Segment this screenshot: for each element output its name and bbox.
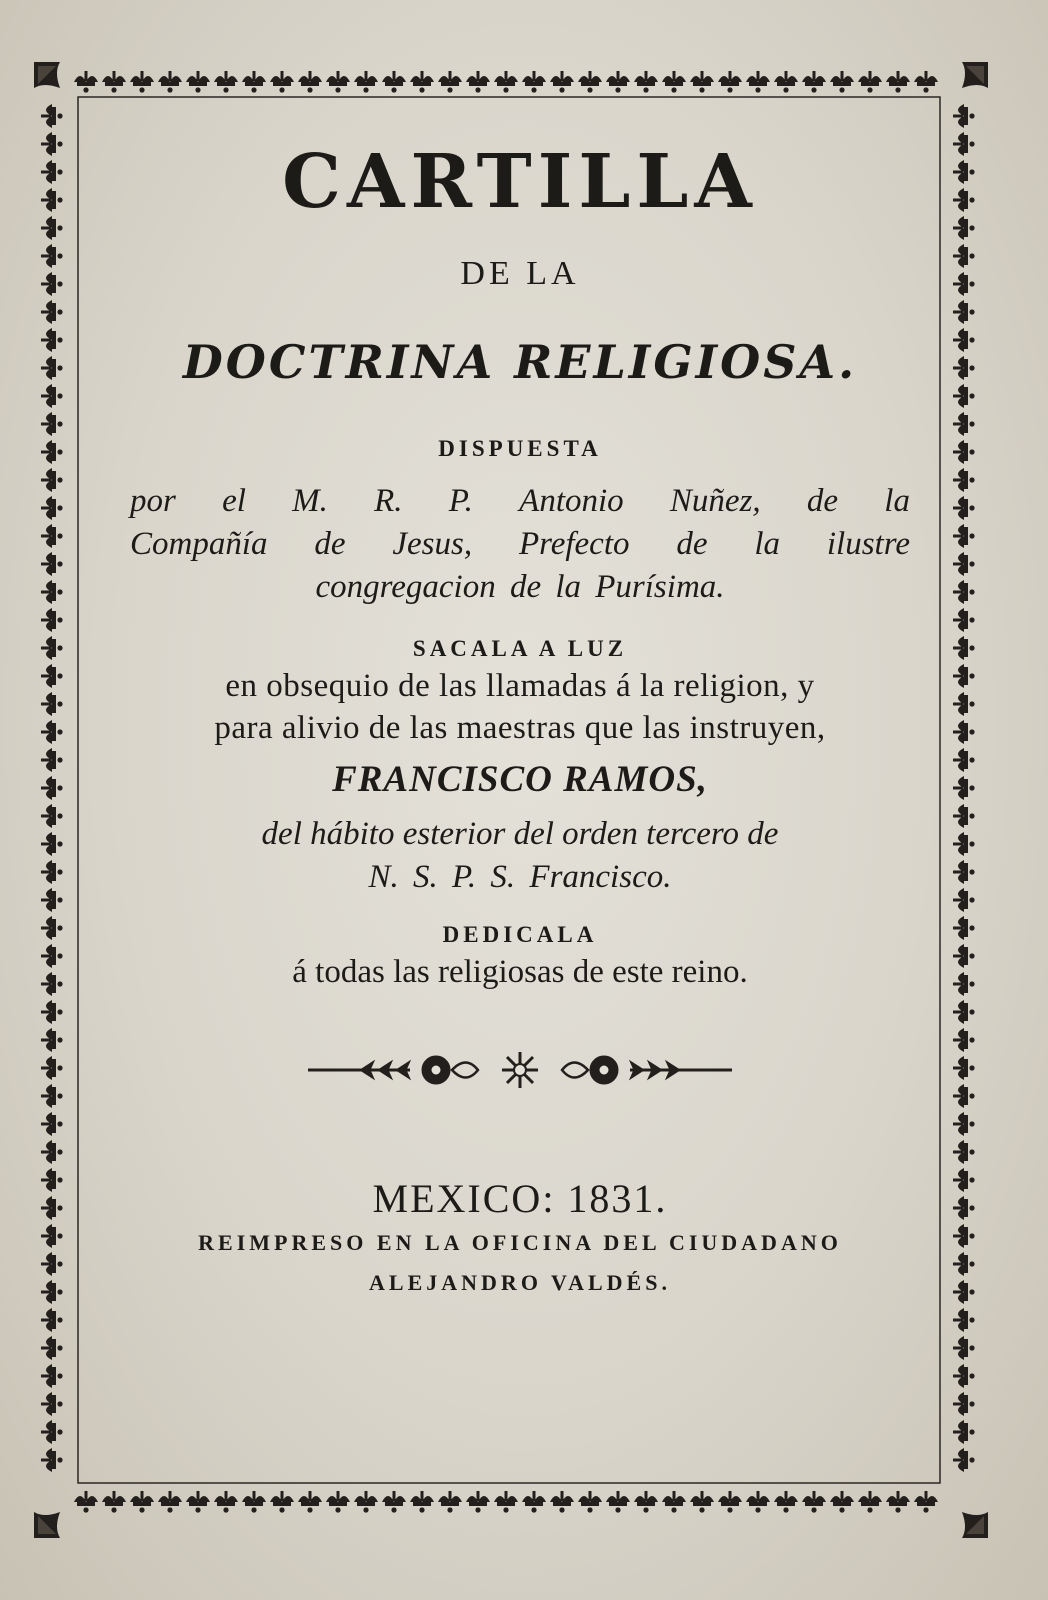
border-ornament-right <box>953 1392 975 1416</box>
border-ornament-top <box>466 71 490 93</box>
purpose-statement <box>100 665 940 749</box>
border-ornament-top <box>746 71 770 93</box>
border-ornament-left <box>41 524 63 548</box>
border-ornament-top <box>494 71 518 93</box>
border-ornament-bottom <box>494 1491 518 1513</box>
corner-ornament-bl <box>34 1512 60 1538</box>
border-ornament-right <box>953 468 975 492</box>
title-page-text <box>100 130 940 1303</box>
author-word: de <box>806 483 839 519</box>
border-ornament-right <box>953 1056 975 1080</box>
subtitle-main: DOCTRINA RELIGIOSA. <box>182 335 858 389</box>
author-word: el <box>222 483 246 519</box>
border-ornament-right <box>953 104 975 128</box>
border-ornament-left <box>41 552 63 576</box>
author-line-2 <box>130 523 910 566</box>
border-ornament-bottom <box>438 1491 462 1513</box>
border-ornament-bottom <box>298 1491 322 1513</box>
border-ornament-left <box>41 888 63 912</box>
border-ornament-top <box>354 71 378 93</box>
border-ornament-bottom <box>410 1491 434 1513</box>
border-ornament-right <box>953 636 975 660</box>
author-word: Jesus, <box>392 526 473 562</box>
border-ornament-left <box>41 580 63 604</box>
border-ornament-bottom <box>550 1491 574 1513</box>
border-ornament-left <box>41 216 63 240</box>
corner-ornament-tr <box>962 62 988 88</box>
dispuesta-label: DISPUESTA <box>438 436 602 461</box>
border-ornament-top <box>382 71 406 93</box>
border-ornament-left <box>41 692 63 716</box>
border-ornament-left <box>41 1364 63 1388</box>
border-ornament-top <box>410 71 434 93</box>
border-ornament-bottom <box>186 1491 210 1513</box>
border-ornament-right <box>953 1252 975 1276</box>
border-ornament-top <box>214 71 238 93</box>
sacala-label: SACALA A LUZ <box>412 636 628 661</box>
border-ornament-top <box>326 71 350 93</box>
border-ornament-right <box>953 384 975 408</box>
border-ornament-right <box>953 244 975 268</box>
border-ornament-left <box>41 1056 63 1080</box>
author-line-1 <box>130 480 910 523</box>
border-ornament-top <box>690 71 714 93</box>
border-ornament-bottom <box>270 1491 294 1513</box>
border-ornament-left <box>41 328 63 352</box>
border-ornament-left <box>41 496 63 520</box>
corner-ornament-br <box>962 1512 988 1538</box>
border-ornament-left <box>41 188 63 212</box>
border-ornament-bottom <box>886 1491 910 1513</box>
border-ornament-left <box>41 132 63 156</box>
border-ornament-left <box>41 636 63 660</box>
dedication-line: á todas las religiosas de este reino. <box>292 954 748 990</box>
border-ornament-right <box>953 1140 975 1164</box>
border-ornament-right <box>953 832 975 856</box>
border-ornament-bottom <box>578 1491 602 1513</box>
border-ornament-left <box>41 804 63 828</box>
border-ornament-right <box>953 1280 975 1304</box>
border-ornament-left <box>41 384 63 408</box>
border-ornament-left <box>41 1140 63 1164</box>
border-ornament-right <box>953 944 975 968</box>
editor-line-1: del hábito esterior del orden tercero de <box>261 816 779 852</box>
border-ornament-right <box>953 1112 975 1136</box>
border-ornament-left <box>41 1224 63 1248</box>
imprint-line-2: ALEJANDRO VALDÉS. <box>369 1270 671 1295</box>
book-title: CARTILLA <box>282 139 758 225</box>
border-ornament-left <box>41 664 63 688</box>
author-word: por <box>130 483 176 519</box>
border-ornament-left <box>41 1448 63 1472</box>
border-ornament-right <box>953 1336 975 1360</box>
border-ornament-left <box>41 1308 63 1332</box>
border-ornament-right <box>953 1028 975 1052</box>
border-ornament-top <box>186 71 210 93</box>
border-ornament-right <box>953 1196 975 1220</box>
border-ornament-left <box>41 1112 63 1136</box>
border-ornament-right <box>953 1224 975 1248</box>
border-ornament-top <box>830 71 854 93</box>
border-ornament-left <box>41 244 63 268</box>
author-word: de <box>314 526 346 562</box>
border-ornament-right <box>953 1364 975 1388</box>
border-ornament-top <box>270 71 294 93</box>
border-ornament-left <box>41 720 63 744</box>
border-ornament-left <box>41 832 63 856</box>
border-ornament-right <box>953 496 975 520</box>
border-ornament-bottom <box>690 1491 714 1513</box>
border-ornament-right <box>953 608 975 632</box>
border-ornament-left <box>41 356 63 380</box>
border-ornament-bottom <box>606 1491 630 1513</box>
border-ornament-right <box>953 328 975 352</box>
border-ornament-left <box>41 972 63 996</box>
border-ornament-right <box>953 272 975 296</box>
border-ornament-top <box>74 71 98 93</box>
border-ornament-right <box>953 356 975 380</box>
border-ornament-top <box>886 71 910 93</box>
border-ornament-bottom <box>718 1491 742 1513</box>
border-ornament-left <box>41 1420 63 1444</box>
border-ornament-bottom <box>858 1491 882 1513</box>
border-ornament-top <box>662 71 686 93</box>
border-ornament-right <box>953 888 975 912</box>
border-ornament-left <box>41 944 63 968</box>
border-ornament-right <box>953 524 975 548</box>
border-ornament-left <box>41 1168 63 1192</box>
border-ornament-top <box>298 71 322 93</box>
border-ornament-right <box>953 1448 975 1472</box>
border-ornament-left <box>41 104 63 128</box>
author-line-3: congregacion de la Purísima. <box>315 569 725 605</box>
border-ornament-left <box>41 608 63 632</box>
editor-description <box>100 813 940 899</box>
border-ornament-left <box>41 1084 63 1108</box>
border-ornament-bottom <box>326 1491 350 1513</box>
border-ornament-right <box>953 664 975 688</box>
border-ornament-left <box>41 916 63 940</box>
border-ornament-left <box>41 1196 63 1220</box>
purpose-line-1: en obsequio de las llamadas á la religion, y <box>225 668 815 704</box>
border-ornament-top <box>578 71 602 93</box>
border-ornament-bottom <box>634 1491 658 1513</box>
border-ornament-right <box>953 412 975 436</box>
dedicala-label: DEDICALA <box>442 922 598 947</box>
author-word: Antonio <box>519 483 624 519</box>
author-word: la <box>754 526 781 562</box>
border-ornament-right <box>953 1000 975 1024</box>
author-word: la <box>884 483 910 519</box>
border-ornament-left <box>41 412 63 436</box>
border-ornament-right <box>953 1168 975 1192</box>
border-ornament-bottom <box>662 1491 686 1513</box>
border-ornament-right <box>953 860 975 884</box>
place-and-year: MEXICO: 1831. <box>372 1176 668 1221</box>
border-ornament-right <box>953 216 975 240</box>
author-word: R. <box>374 483 403 519</box>
border-ornament-right <box>953 692 975 716</box>
purpose-line-2: para alivio de las maestras que las instruyen, <box>214 710 826 746</box>
author-word: ilustre <box>826 526 910 562</box>
border-ornament-top <box>858 71 882 93</box>
border-ornament-right <box>953 972 975 996</box>
border-ornament-top <box>522 71 546 93</box>
border-ornament-top <box>606 71 630 93</box>
border-ornament-left <box>41 1280 63 1304</box>
border-ornament-left <box>41 1028 63 1052</box>
border-ornament-right <box>953 580 975 604</box>
author-statement <box>100 480 940 609</box>
author-word: Compañía <box>130 526 268 562</box>
border-ornament-right <box>953 1084 975 1108</box>
border-ornament-top <box>242 71 266 93</box>
border-ornament-left <box>41 468 63 492</box>
border-ornament-bottom <box>130 1491 154 1513</box>
imprint-line-1: REIMPRESO EN LA OFICINA DEL CIUDADANO <box>198 1230 842 1255</box>
border-ornament-left <box>41 160 63 184</box>
border-ornament-bottom <box>802 1491 826 1513</box>
border-ornament-bottom <box>242 1491 266 1513</box>
author-word: M. <box>292 483 328 519</box>
border-ornament-right <box>953 132 975 156</box>
border-ornament-right <box>953 300 975 324</box>
border-ornament-left <box>41 1000 63 1024</box>
author-word: Prefecto <box>518 526 630 562</box>
border-ornament-left <box>41 272 63 296</box>
border-ornament-right <box>953 1308 975 1332</box>
author-word: P. <box>448 483 473 519</box>
editor-name: FRANCISCO RAMOS, <box>332 759 708 800</box>
border-ornament-bottom <box>774 1491 798 1513</box>
border-ornament-right <box>953 804 975 828</box>
border-ornament-right <box>953 776 975 800</box>
border-ornament-bottom <box>914 1491 938 1513</box>
border-ornament-left <box>41 1336 63 1360</box>
author-word: de <box>676 526 708 562</box>
border-ornament-top <box>158 71 182 93</box>
border-ornament-top <box>718 71 742 93</box>
border-ornament-right <box>953 160 975 184</box>
border-ornament-right <box>953 188 975 212</box>
border-ornament-bottom <box>746 1491 770 1513</box>
author-word: Nuñez, <box>669 483 761 519</box>
subtitle-de-la: DE LA <box>460 255 580 292</box>
border-ornament-left <box>41 748 63 772</box>
border-ornament-right <box>953 1420 975 1444</box>
border-ornament-bottom <box>830 1491 854 1513</box>
border-ornament-left <box>41 300 63 324</box>
border-ornament-bottom <box>158 1491 182 1513</box>
border-ornament-right <box>953 440 975 464</box>
border-ornament-left <box>41 440 63 464</box>
border-ornament-top <box>914 71 938 93</box>
fleuron-icon <box>300 1045 740 1095</box>
border-ornament-top <box>130 71 154 93</box>
border-ornament-right <box>953 720 975 744</box>
border-ornament-right <box>953 916 975 940</box>
border-ornament-left <box>41 1252 63 1276</box>
border-ornament-bottom <box>382 1491 406 1513</box>
border-ornament-left <box>41 860 63 884</box>
border-ornament-bottom <box>74 1491 98 1513</box>
border-ornament-left <box>41 1392 63 1416</box>
corner-ornament-tl <box>34 62 60 88</box>
border-ornament-bottom <box>354 1491 378 1513</box>
border-ornament-top <box>102 71 126 93</box>
editor-line-2: N. S. P. S. Francisco. <box>368 859 672 895</box>
border-ornament-left <box>41 776 63 800</box>
border-ornament-top <box>550 71 574 93</box>
border-ornament-top <box>438 71 462 93</box>
border-ornament-top <box>634 71 658 93</box>
border-ornament-right <box>953 552 975 576</box>
border-ornament-bottom <box>522 1491 546 1513</box>
border-ornament-bottom <box>214 1491 238 1513</box>
border-ornament-right <box>953 748 975 772</box>
border-ornament-bottom <box>466 1491 490 1513</box>
border-ornament-bottom <box>102 1491 126 1513</box>
border-ornament-top <box>802 71 826 93</box>
border-ornament-top <box>774 71 798 93</box>
